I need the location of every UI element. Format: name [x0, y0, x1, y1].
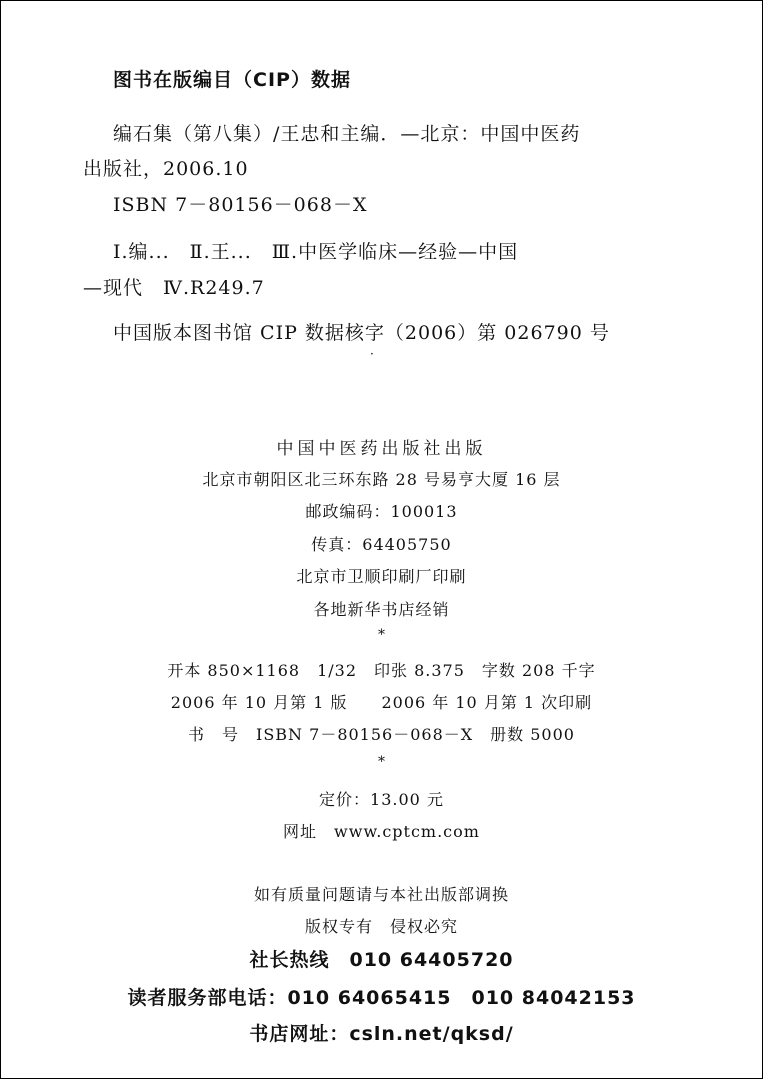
copyright-notice: 版权专有 侵权必究 [304, 917, 458, 936]
book-specs: 开本 850×1168 1/32 印张 8.375 字数 208 千字 [167, 661, 596, 680]
cip-title: 图书在版编目（CIP）数据 [113, 69, 351, 91]
website: 网址 www.cptcm.com [283, 822, 480, 841]
distributor: 各地新华书店经销 [313, 600, 450, 619]
publisher-postcode: 邮政编码：100013 [305, 502, 458, 521]
edition-info: 2006 年 10 月第 1 版 2006 年 10 月第 1 次印刷 [170, 693, 593, 712]
separator-star-2: * [378, 754, 385, 770]
cip-record-number: 中国版本图书馆 CIP 数据核字（2006）第 026790 号 [113, 322, 610, 344]
publisher-address: 北京市朝阳区北三环东路 28 号易亨大厦 16 层 [202, 470, 561, 489]
bookstore-website: 书店网址：csln.net/qksd/ [249, 1023, 514, 1045]
publisher-fax: 传真：64405750 [311, 535, 452, 554]
book-number: 书 号 ISBN 7－80156－068－X 册数 5000 [188, 725, 575, 744]
cip-isbn: ISBN 7－80156－068－X [113, 194, 368, 216]
publisher-name: 中国中医药出版社出版 [276, 439, 487, 459]
cip-subject-line-1: Ⅰ.编... Ⅱ.王... Ⅲ.中医学临床—经验—中国 [113, 241, 519, 263]
quality-notice: 如有质量问题请与本社出版部调换 [253, 885, 509, 904]
reader-service-phone: 读者服务部电话：010 64065415 010 84042153 [127, 987, 636, 1009]
price: 定价：13.00 元 [319, 790, 444, 809]
cip-subject-line-2: —现代 Ⅳ.R249.7 [83, 277, 265, 299]
printer: 北京市卫顺印刷厂印刷 [296, 567, 467, 586]
separator-star-1: * [378, 627, 385, 643]
cip-entry-line-1: 编石集（第八集）/王忠和主编．—北京：中国中医药 [113, 123, 581, 145]
stray-dot: · [370, 347, 374, 361]
cip-entry-line-2: 出版社，2006.10 [83, 158, 249, 180]
hotline: 社长热线 010 64405720 [249, 949, 514, 971]
